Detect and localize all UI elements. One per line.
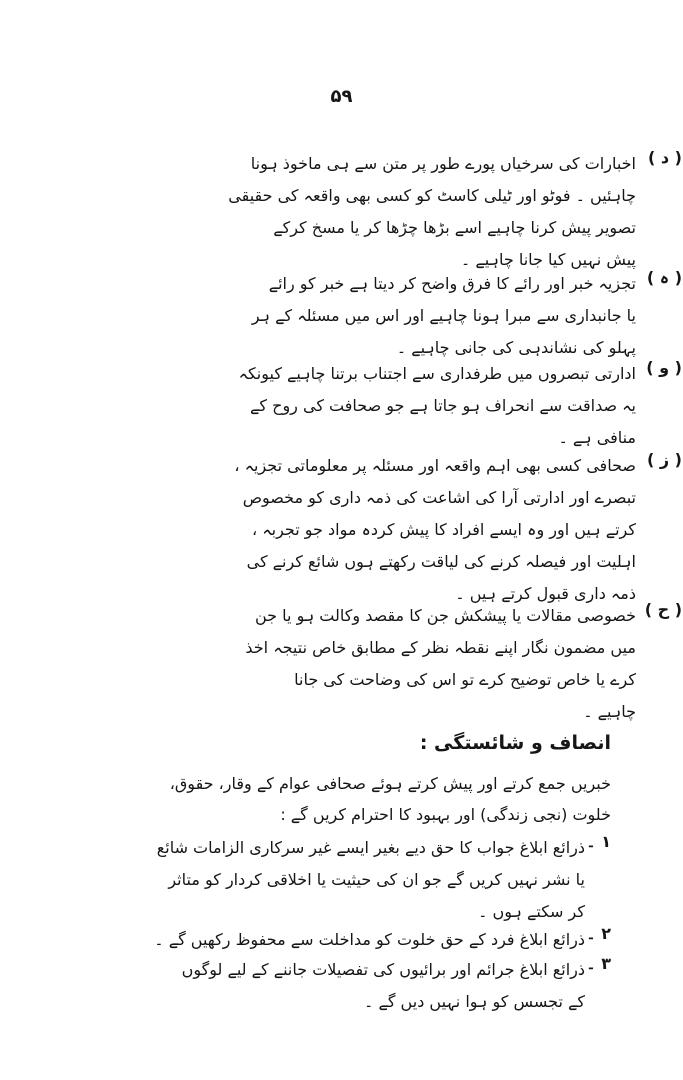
item-line: چاہیے ۔ [583,702,636,721]
item-marker: ( ح ) [644,600,682,619]
numbered-item-2 [31,924,611,956]
item-line: ادارتی تبصروں میں طرفداری سے اجتناب برتنا چاہیے کیونکہ [238,364,636,383]
numbered-item-3 [31,954,611,1018]
page-number: ۵۹ [330,86,353,107]
item-line: کر سکتے ہوں ۔ [478,902,585,921]
item-line: ذرائع ابلاغ جواب کا حق دیے بغیر ایسے غیر سرکاری الزامات شائع [156,838,585,857]
item-line: اہلیت اور فیصلہ کرنے کی لیاقت رکھتے ہوں شائع کرنے کی [246,552,636,571]
item-line: تبصرے اور ادارتی آرا کی اشاعت کی ذمہ داری کو مخصوص [242,488,636,507]
item-line: کرے یا خاص توضیح کرے تو اس کی وضاحت کی جانا [294,670,636,689]
item-line: تصویر پیش کرنا چاہیے اسے بڑھا چڑھا کر یا مسخ کرکے [273,218,636,237]
item-line: کرتے ہیں اور وہ ایسے افراد کا پیش کردہ مواد جو تجربہ ، [251,520,636,539]
list-item-vao [102,358,682,454]
item-marker: ( و ) [646,358,682,377]
item-line: ذرائع ابلاغ جرائم اور برائیوں کی تفصیلات جاننے کے لیے لوگوں [181,960,585,979]
item-line: پیش نہیں کیا جانا چاہیے ۔ [460,250,636,269]
item-line: میں مضمون نگار اپنے نقطہ نظر کے مطابق خاص نتیجہ اخذ [245,638,636,657]
item-line: منافی ہے ۔ [558,428,636,447]
item-line: چاہئیں ۔ فوٹو اور ٹیلی کاسٹ کو کسی بھی واقعہ کی حقیقی [228,186,636,205]
item-line: یا جانبداری سے مبرا ہونا چاہیے اور اس میں مسئلہ کے ہر [251,306,636,325]
item-line: صحافی کسی بھی اہم واقعہ اور مسئلہ پر معلوماتی تجزیہ ، [234,456,636,475]
list-item-he-hutti [102,600,682,728]
item-marker: ( د ) [648,148,682,167]
list-item-he [102,268,682,364]
item-line: اخبارات کی سرخیاں پورے طور پر متن سے ہی ماخوذ ہونا [250,154,636,173]
intro-line: خبریں جمع کرتے اور پیش کرتے ہوئے صحافی عوام کے وقار، حقوق، [169,774,611,793]
item-line: کے تجسس کو ہوا نہیں دیں گے ۔ [364,992,585,1011]
item-line: ذرائع ابلاغ فرد کے حق خلوت کو مداخلت سے محفوظ رکھیں گے ۔ [154,930,585,949]
item-marker: ( ز ) [647,450,682,469]
item-line: یا نشر نہیں کریں گے جو ان کی حیثیت یا اخلاقی کردار کو متاثر [168,870,585,889]
item-number: ۱ ۔ [586,832,611,851]
item-line: پہلو کی نشاندہی کی جانی چاہیے ۔ [396,338,636,357]
item-number: ۲ ۔ [586,924,611,943]
list-item-ze [102,450,682,610]
item-line: ذمہ داری قبول کرتے ہیں ۔ [455,584,636,603]
list-item-dal [102,148,682,276]
section-intro [51,768,611,830]
item-line: تجزیہ خبر اور رائے کا فرق واضح کر دیتا ہے خبر کو رائے [268,274,636,293]
section-heading: انصاف و شائستگی : [419,732,611,754]
numbered-item-1 [31,832,611,928]
item-marker: ( ہ ) [646,268,682,287]
item-line: خصوصی مقالات یا پیشکش جن کا مقصد وکالت ہو یا جن [255,606,636,625]
item-number: ۳ ۔ [586,954,611,973]
intro-line: خلوت (نجی زندگی) اور بہبود کا احترام کریں گے : [280,805,611,824]
item-line: یہ صداقت سے انحراف ہو جاتا ہے جو صحافت کی روح کے [250,396,636,415]
